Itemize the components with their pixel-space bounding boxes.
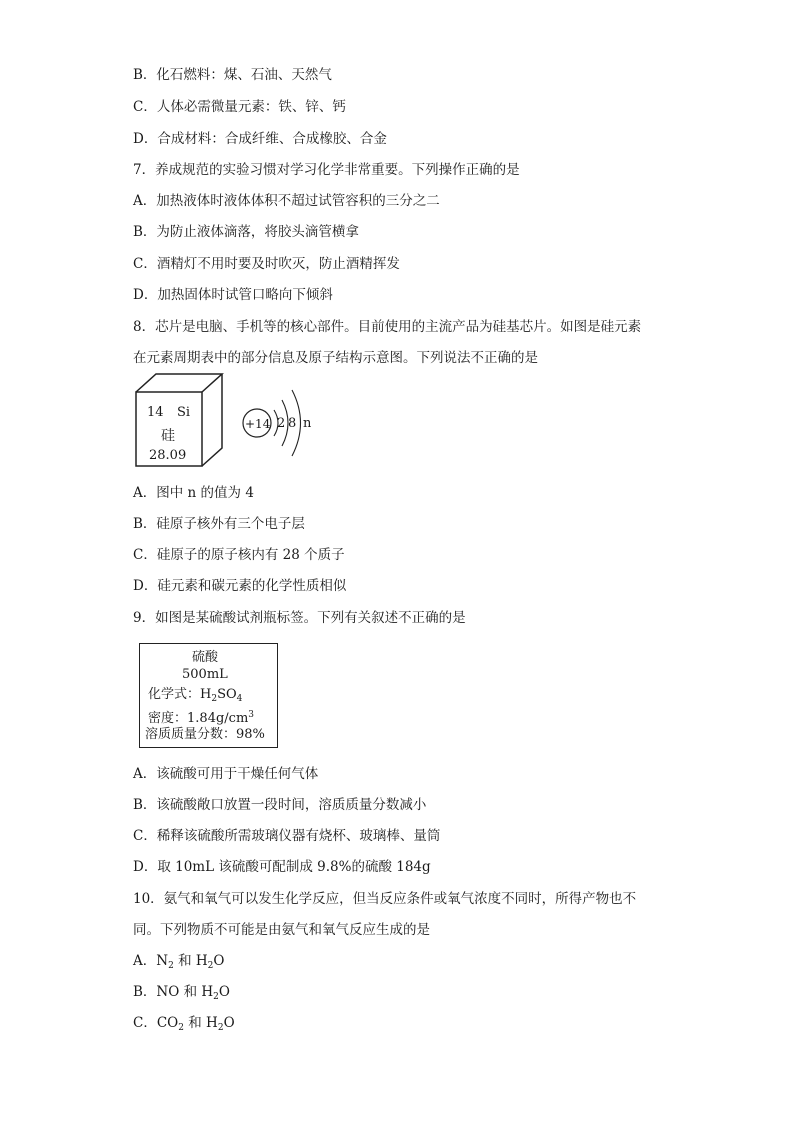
option-10a-sub2: 2 xyxy=(207,961,214,971)
option-10b xyxy=(133,983,230,1006)
option-7b: B．为防止液体滴落，将胶头滴管横拿 xyxy=(133,224,359,240)
density-value: 1.84g/cm xyxy=(187,711,249,726)
option-10a xyxy=(133,952,224,975)
option-9a: A．该硫酸可用于干燥任何气体 xyxy=(133,766,319,782)
option-10a-post: O xyxy=(213,953,225,969)
density-label: 密度： xyxy=(148,711,188,726)
option-10c xyxy=(133,1014,235,1037)
atomic-mass: 28.09 xyxy=(149,448,187,463)
question-7: 7．养成规范的实验习惯对学习化学非常重要。下列操作正确的是 xyxy=(133,162,520,178)
question-10-line1: 10．氨气和氧气可以发生化学反应，但当反应条件或氧气浓度不同时，所得产物也不 xyxy=(133,891,637,907)
option-8c: C．硅原子的原子核内有 28 个质子 xyxy=(133,547,345,563)
option-6d: D．合成材料：合成纤维、合成橡胶、合金 xyxy=(133,131,387,147)
shell-3-electrons: n xyxy=(303,416,312,431)
option-10c-sub: 2 xyxy=(178,1023,184,1033)
element-name: 硅 xyxy=(161,428,175,444)
formula-label: 化学式： xyxy=(148,687,201,702)
density-sup: 3 xyxy=(248,710,255,720)
silicon-figure xyxy=(128,370,328,470)
option-7d: D．加热固体时试管口略向下倾斜 xyxy=(133,287,333,303)
option-10a-sub: 2 xyxy=(168,961,174,971)
question-9: 9．如图是某硫酸试剂瓶标签。下列有关叙述不正确的是 xyxy=(133,610,466,626)
question-8-line1: 8．芯片是电脑、手机等的核心部件。目前使用的主流产品为硅基芯片。如图是硅元素 xyxy=(133,319,642,335)
acid-volume: 500mL xyxy=(182,667,228,682)
option-10c-pre: C．CO xyxy=(133,1015,179,1031)
acid-name: 硫酸 xyxy=(192,650,219,665)
option-6c: C．人体必需微量元素：铁、锌、钙 xyxy=(133,99,346,115)
acid-fraction xyxy=(145,727,265,743)
option-8a: A．图中 n 的值为 4 xyxy=(133,485,254,501)
option-10c-sub2: 2 xyxy=(217,1023,224,1033)
formula-so: SO xyxy=(217,687,237,702)
option-8d: D．硅元素和碳元素的化学性质相似 xyxy=(133,578,347,594)
acid-density xyxy=(148,707,254,727)
question-8-line2: 在元素周期表中的部分信息及原子结构示意图。下列说法不正确的是 xyxy=(133,350,538,366)
option-10a-mid: 和 H xyxy=(173,953,208,969)
option-10c-mid: 和 H xyxy=(183,1015,218,1031)
option-6b: B．化石燃料：煤、石油、天然气 xyxy=(133,67,332,83)
question-10-line2: 同。下列物质不可能是由氨气和氧气反应生成的是 xyxy=(133,922,430,938)
acid-formula xyxy=(148,687,242,707)
element-symbol: Si xyxy=(177,405,191,420)
fraction-label: 溶质质量分数： xyxy=(145,727,237,742)
option-9b: B．该硫酸敞口放置一段时间，溶质质量分数减小 xyxy=(133,797,427,813)
option-9d: D．取 10mL 该硫酸可配制成 9.8%的硫酸 184g xyxy=(133,859,431,875)
option-8b: B．硅原子核外有三个电子层 xyxy=(133,516,305,532)
shell-1-electrons: 2 xyxy=(277,416,286,431)
formula-sub-4: 4 xyxy=(236,694,243,704)
atomic-number: 14 xyxy=(147,405,164,420)
option-10c-post: O xyxy=(223,1015,235,1031)
fraction-value: 98% xyxy=(236,727,265,742)
option-9c: C．稀释该硫酸所需玻璃仪器有烧杯、玻璃棒、量筒 xyxy=(133,828,441,844)
option-7c: C．酒精灯不用时要及时吹灭，防止酒精挥发 xyxy=(133,256,400,272)
shell-2-electrons: 8 xyxy=(288,416,297,431)
formula-h: H xyxy=(200,687,212,702)
option-10b-pre: B．NO 和 H xyxy=(133,984,214,1000)
sulfuric-acid-label xyxy=(139,643,278,748)
option-10b-sub: 2 xyxy=(213,992,219,1002)
formula-sub-2: 2 xyxy=(211,694,218,704)
option-7a: A．加热液体时液体体积不超过试管容积的三分之二 xyxy=(133,193,440,209)
option-10b-post: O xyxy=(218,984,230,1000)
nucleus-charge: +14 xyxy=(245,417,271,431)
option-10a-pre: A．N xyxy=(133,953,169,969)
